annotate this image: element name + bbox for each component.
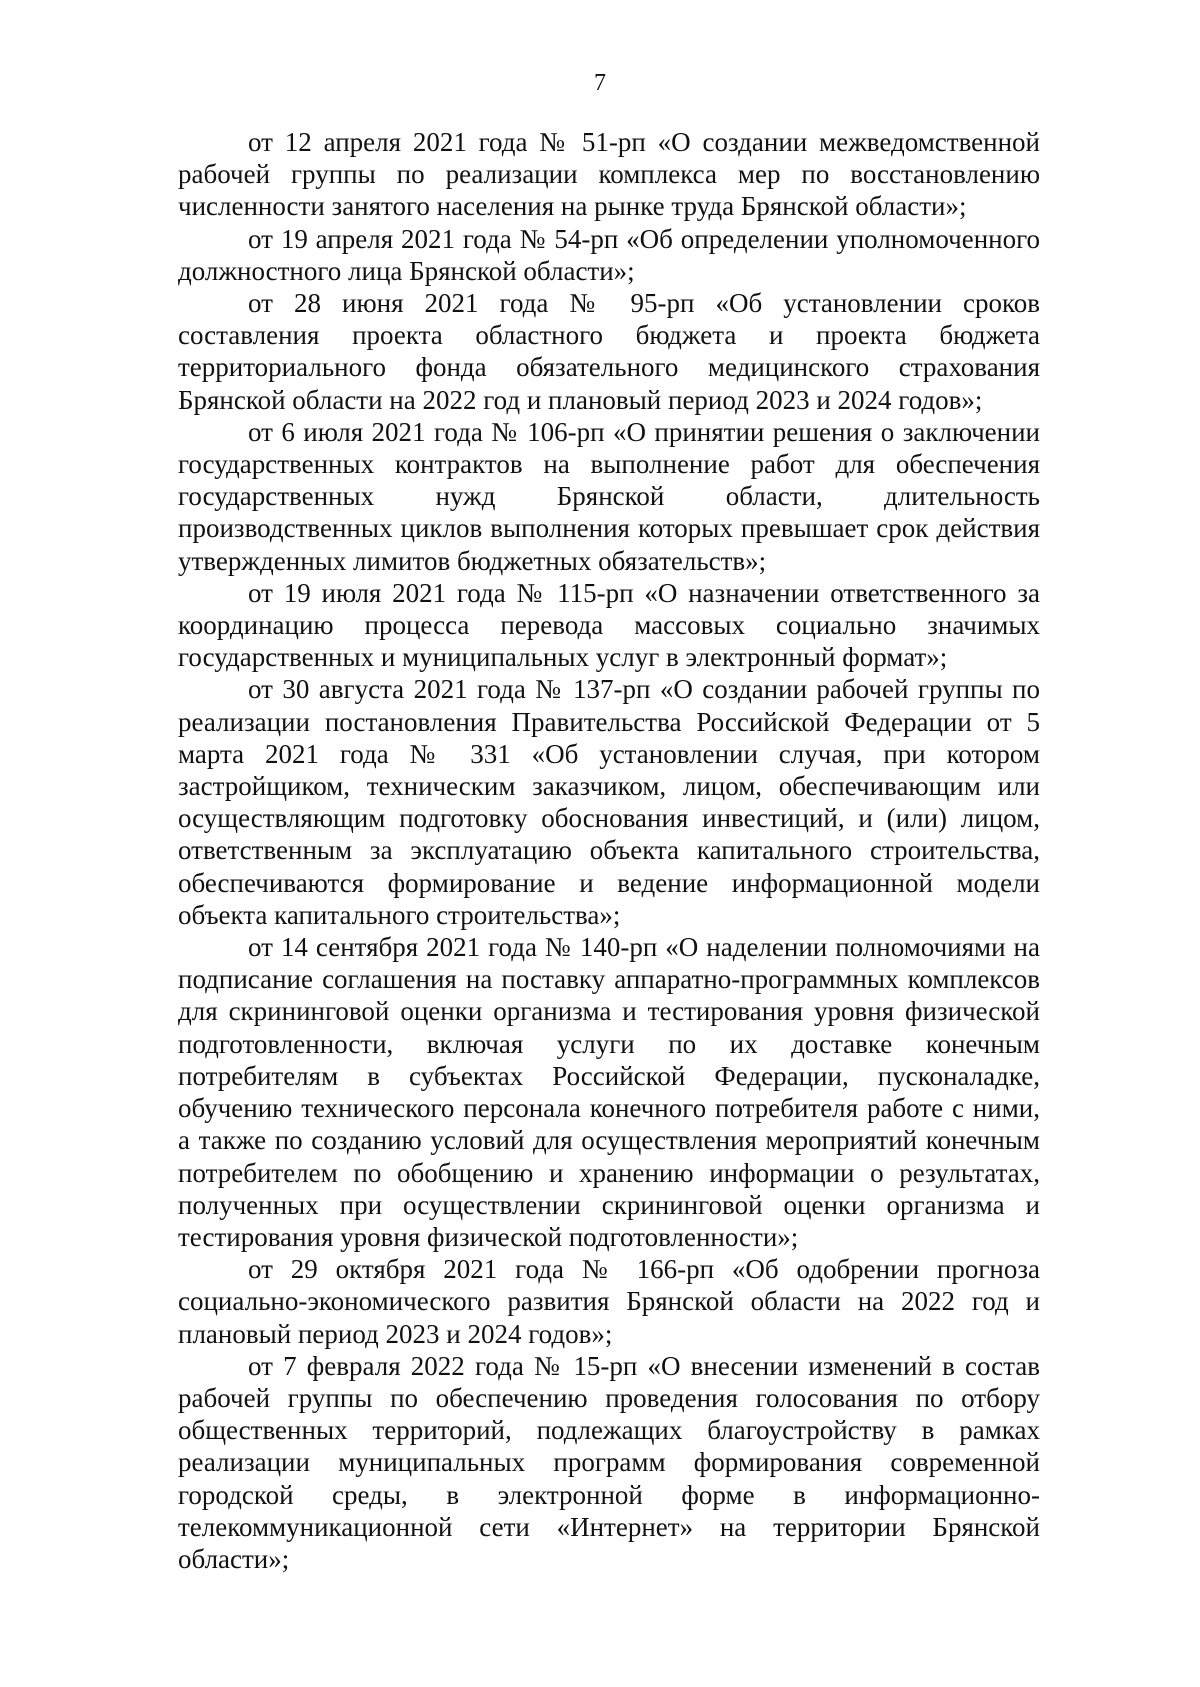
paragraph-order-115: от 19 июля 2021 года № 115-рп «О назначении ответственного за координацию процесса перевода массовых социально значимых государственных и муниципальных услуг в электронный формат»; bbox=[178, 577, 1040, 673]
paragraph-order-95: от 28 июня 2021 года № 95-рп «Об установлении сроков составления проекта областного бюджета и проекта бюджета территориального фонда обязательного медицинского страхования Брянской области на 2022 год и плановый период 2023 и 2024 годов»; bbox=[178, 288, 1040, 415]
paragraph-order-166: от 29 октября 2021 года № 166-рп «Об одобрении прогноза социально-экономического развития Брянской области на 2022 год и плановый период 2023 и 2024 годов»; bbox=[178, 1254, 1040, 1349]
paragraph-order-106: от 6 июля 2021 года № 106-рп «О принятии решения о заключении государственных контрактов на выполнение работ для обеспечения государственных нужд Брянской области, длительность производственных циклов выполнения которых превышает срок действия утвержденных лимитов бюджетных обязательств»; bbox=[178, 416, 1040, 576]
paragraph-order-140: от 14 сентября 2021 года № 140-рп «О наделении полномочиями на подписание соглашения на поставку аппаратно-программных комплексов для скрининговой оценки организма и тестирования уровня физической подготовленности, включая услуги по их доставке конечным потребителям в субъектах Российской Федерации, пусконаладке, обучению технического персонала конечного потребителя работе с ними, а также по созданию условий для осуществления мероприятий конечным потребителем по обобщению и хранению информации о результатах, полученных при осуществлении скрининговой оценки организма и тестирования уровня физической подготовленности»; bbox=[178, 932, 1040, 1252]
paragraph-order-51: от 12 апреля 2021 года № 51-рп «О создании межведомственной рабочей группы по реализации комплекса мер по восстановлению численности занятого населения на рынке труда Брянской области»; bbox=[178, 127, 1040, 222]
paragraph-order-15: от 7 февраля 2022 года № 15-рп «О внесении изменений в состав рабочей группы по обеспечению проведения голосования по отбору общественных территорий, подлежащих благоустройству в рамках реализации муниципальных программ формирования современной городской среды, в электронной форме в информационно-телекоммуникационной сети «Интернет» на территории Брянской области»; bbox=[178, 1350, 1040, 1574]
document-body bbox=[178, 126, 1040, 1575]
paragraph-order-137: от 30 августа 2021 года № 137-рп «О создании рабочей группы по реализации постановления Правительства Российской Федерации от 5 марта 2021 года № 331 «Об установлении случая, при котором застройщиком, техническим заказчиком, лицом, обеспечивающим или осуществляющим подготовку обоснования инвестиций, и (или) лицом, ответственным за эксплуатацию объекта капитального строительства, обеспечиваются формирование и ведение информационной модели объекта капитального строительства»; bbox=[178, 674, 1040, 930]
page-number: 7 bbox=[594, 70, 606, 96]
paragraph-order-54: от 19 апреля 2021 года № 54-рп «Об определении уполномоченного должностного лица Брянской области»; bbox=[178, 223, 1040, 286]
